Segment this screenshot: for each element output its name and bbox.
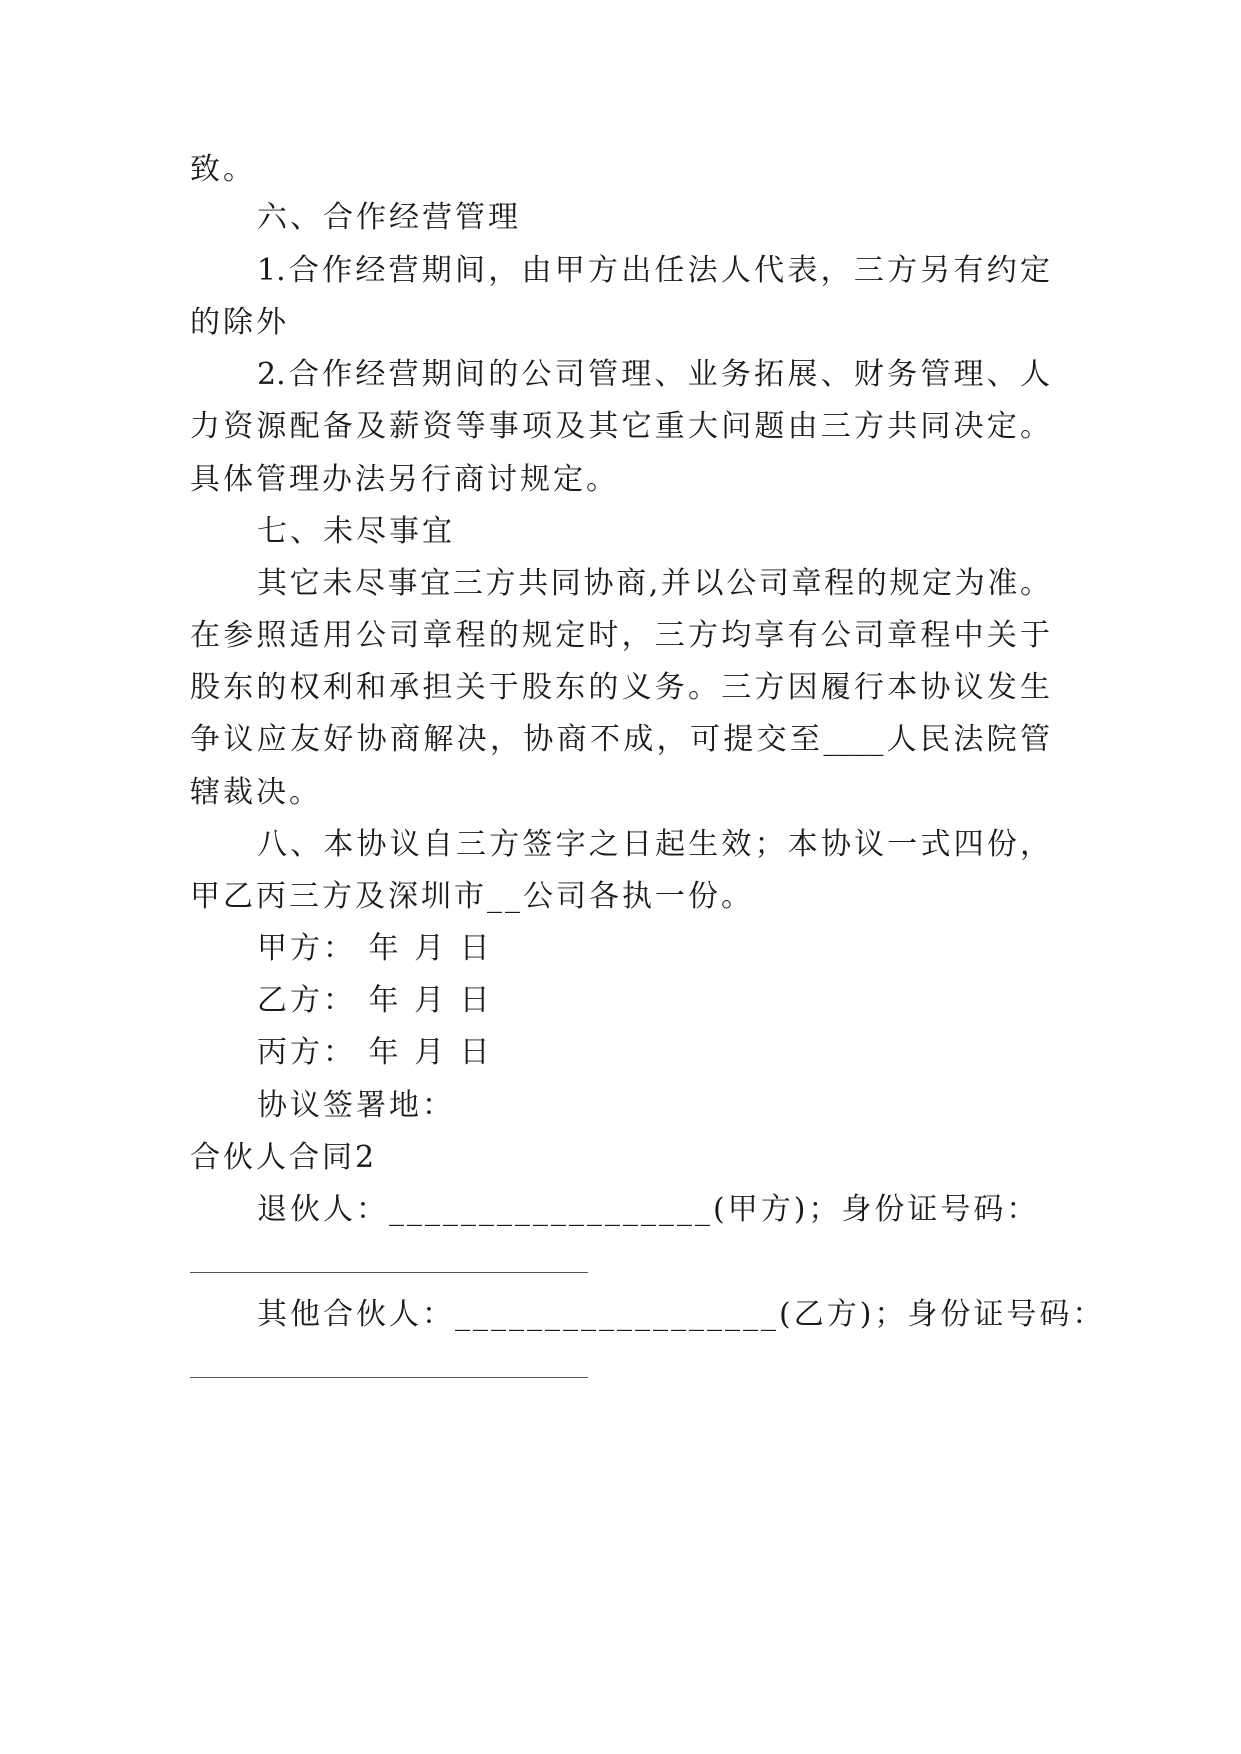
text-line: 2.合作经营期间的公司管理、业务拓展、财务管理、人 <box>257 357 1050 392</box>
text-line: 辖裁决。 <box>190 775 322 810</box>
text-line: 致。 <box>190 152 256 187</box>
text-line: 争议应友好协商解决，协商不成，可提交至____人民法院管 <box>190 722 1050 757</box>
text-line: 1.合作经营期间，由甲方出任法人代表，三方另有约定 <box>257 253 1050 288</box>
id-number-blank <box>190 1377 588 1378</box>
signing-location: 协议签署地： <box>257 1088 455 1123</box>
text-line: 具体管理办法另行商讨规定。 <box>190 462 619 497</box>
text-line: 的除外 <box>190 305 289 340</box>
withdrawing-partner-line: 退伙人：__________________(甲方)；身份证号码： <box>257 1192 1040 1227</box>
id-number-blank <box>190 1272 588 1273</box>
text-line: 力资源配备及薪资等事项及其它重大问题由三方共同决定。 <box>190 409 1050 444</box>
contract-title: 合伙人合同2 <box>190 1140 378 1175</box>
text-line: 甲乙丙三方及深圳市__公司各执一份。 <box>190 879 754 914</box>
section-heading-eight: 八、本协议自三方签字之日起生效；本协议一式四份， <box>257 827 1050 862</box>
text-line: 其它未尽事宜三方共同协商,并以公司章程的规定为准。 <box>257 566 1050 601</box>
signature-line-party-b: 乙方： 年 月 日 <box>257 983 493 1018</box>
section-heading-seven: 七、未尽事宜 <box>257 514 455 549</box>
signature-line-party-c: 丙方： 年 月 日 <box>257 1035 493 1070</box>
text-line: 股东的权利和承担关于股东的义务。三方因履行本协议发生 <box>190 670 1050 705</box>
section-heading-six: 六、合作经营管理 <box>257 200 521 235</box>
signature-line-party-a: 甲方： 年 月 日 <box>257 931 493 966</box>
text-line: 在参照适用公司章程的规定时，三方均享有公司章程中关于 <box>190 618 1050 653</box>
other-partner-line: 其他合伙人：__________________(乙方)；身份证号码： <box>257 1297 1106 1332</box>
